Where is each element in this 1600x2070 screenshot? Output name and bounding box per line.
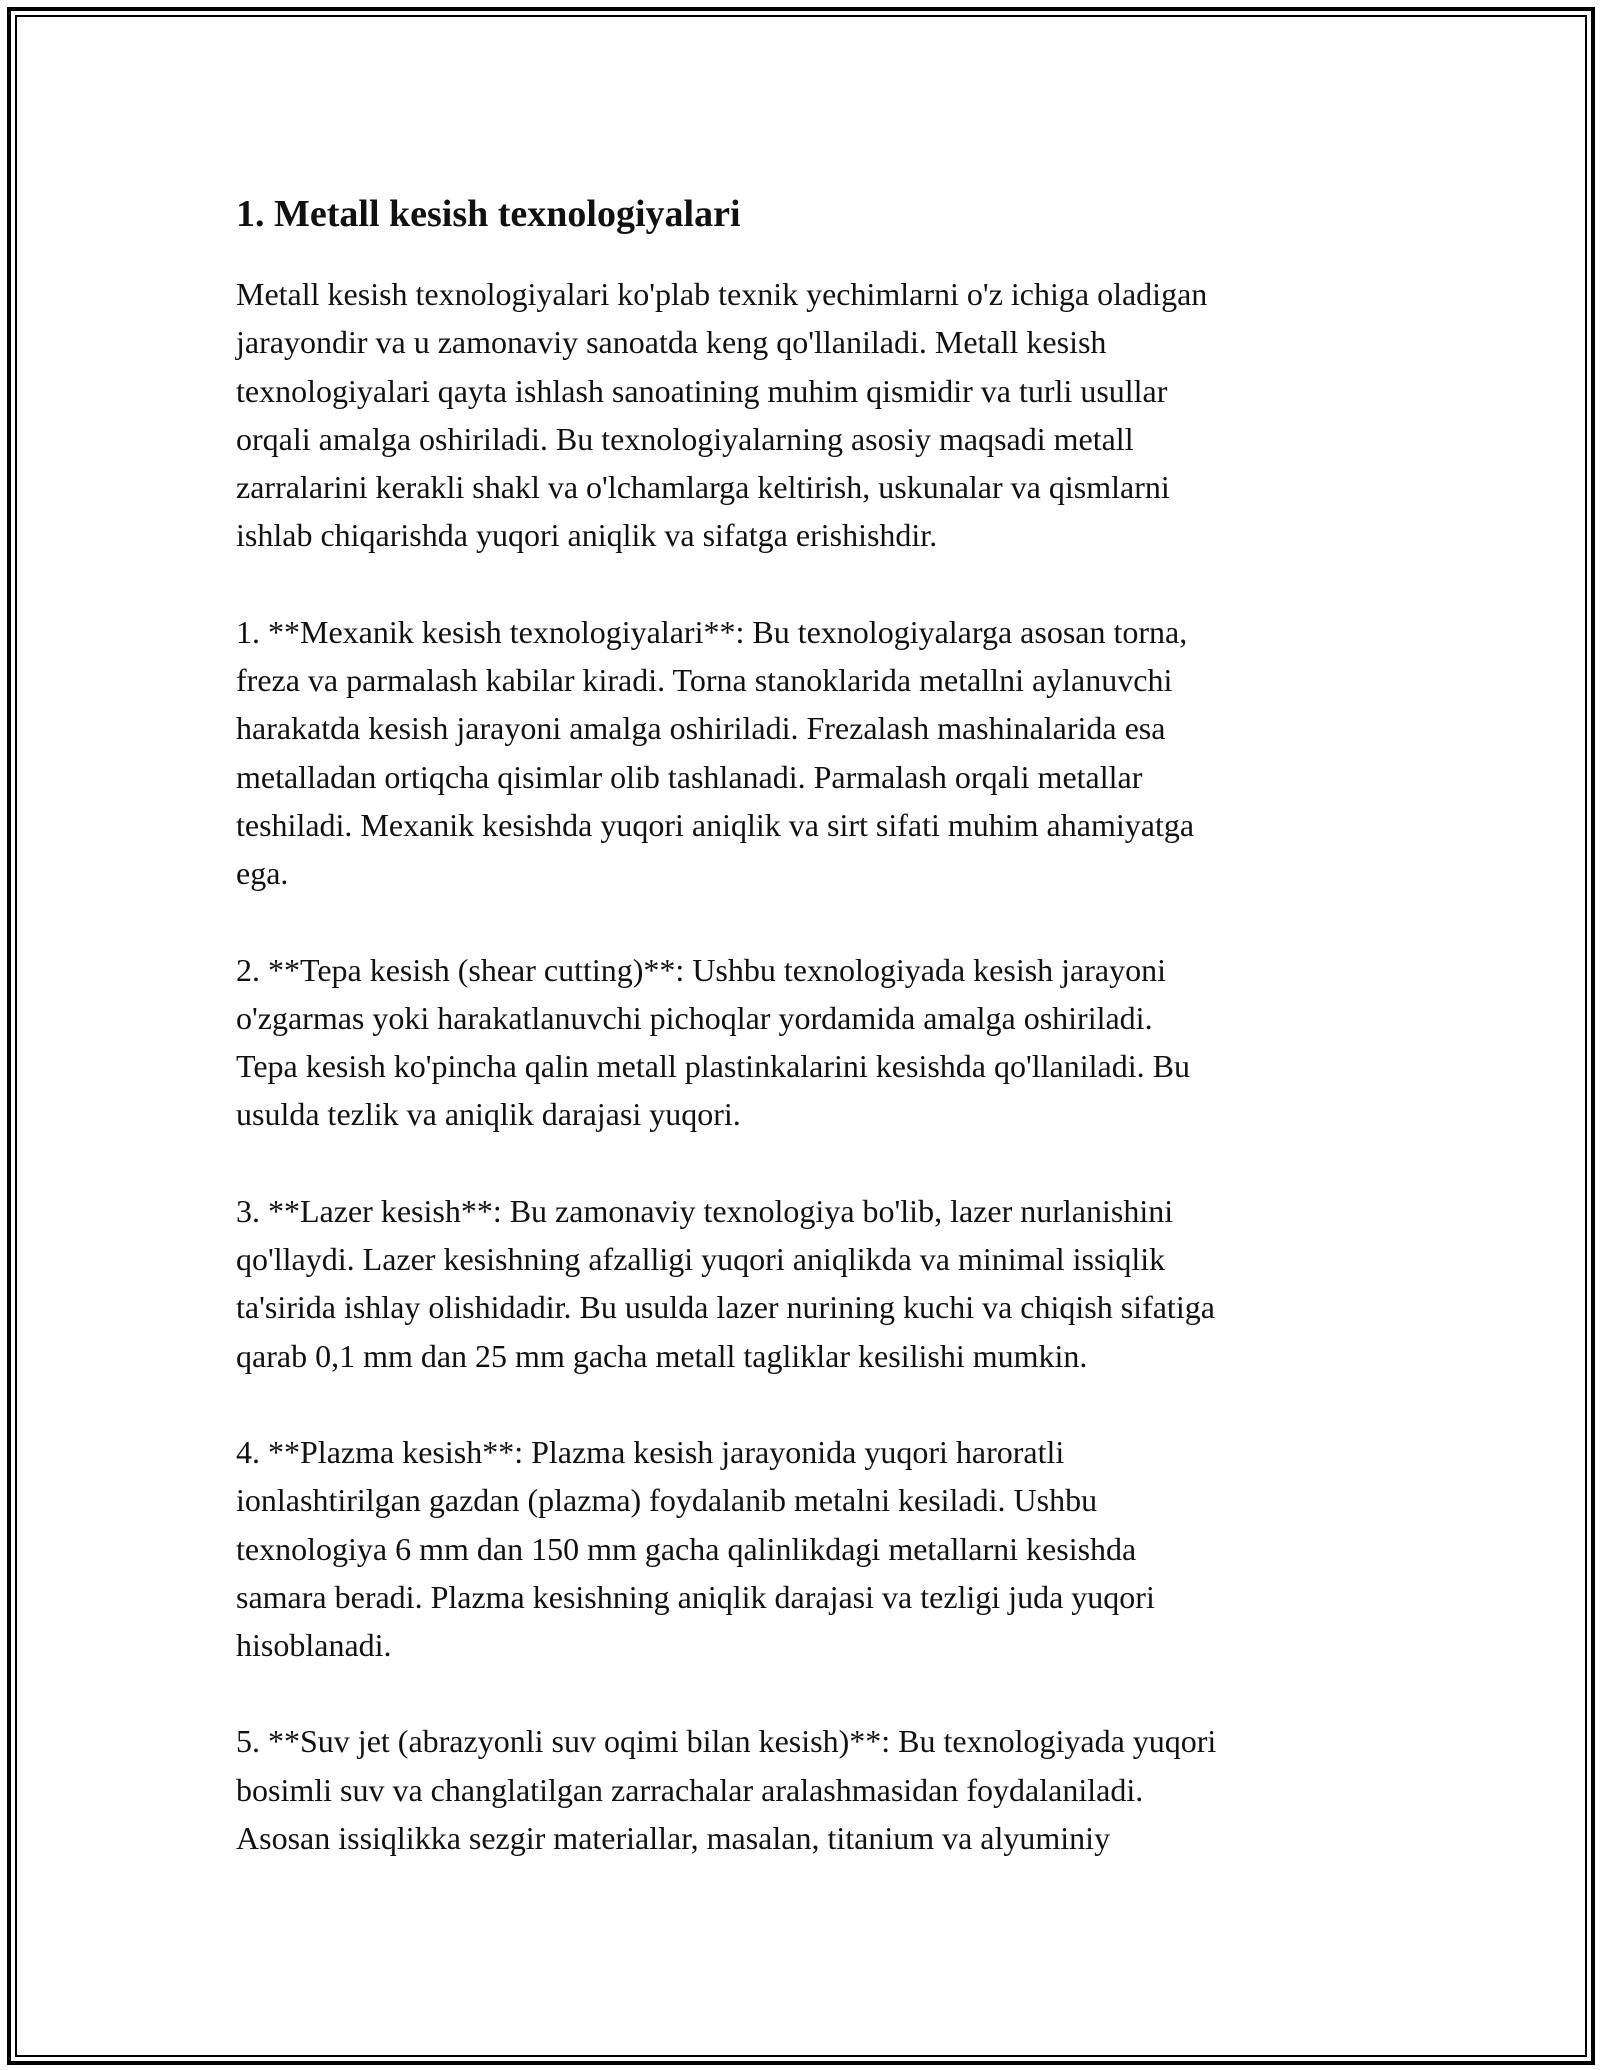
document-title: 1. Metall kesish texnologiyalari	[236, 193, 741, 235]
paragraph-laser-cutting: 3. **Lazer kesish**: Bu zamonaviy texnologiya bo'lib, lazer nurlanishini qo'llaydi. Lazer kesishning afzalligi yuqori aniqlikda va minimal issiqlik ta'sirida ishlay olishidadir. Bu usulda lazer nurining kuchi va chiqish sifatiga qarab 0,1 mm dan 25 mm gacha metall tagliklar kesilishi mumkin.	[236, 1192, 1215, 1374]
paragraph-shear-cutting: 2. **Tepa kesish (shear cutting)**: Ushbu texnologiyada kesish jarayoni o'zgarmas yoki harakatlanuvchi pichoqlar yordamida amalga oshiriladi. Tepa kesish ko'pincha qalin metall plastinkalarini kesishda qo'llaniladi. Bu usulda tezlik va aniqlik darajasi yuqori.	[236, 951, 1190, 1133]
paragraph-mechanical-cutting: 1. **Mexanik kesish texnologiyalari**: Bu texnologiyalarga asosan torna, freza va parmalash kabilar kiradi. Torna stanoklarida metallni aylanuvchi harakatda kesish jarayoni amalga oshiriladi. Frezalash mashinalarida esa metalladan ortiqcha qisimlar olib tashlanadi. Parmalash orqali metallar teshiladi. Mexanik kesishda yuqori aniqlik va sirt sifati muhim ahamiyatga ega.	[236, 613, 1195, 892]
paragraph-intro: Metall kesish texnologiyalari ko'plab texnik yechimlarni o'z ichiga oladigan jarayondir va u zamonaviy sanoatda keng qo'llaniladi. Metall kesish texnologiyalari qayta ishlash sanoatining muhim qismidir va turli usullar orqali amalga oshiriladi. Bu texnologiyalarning asosiy maqsadi metall zarralarini kerakli shakl va o'lchamlarga keltirish, uskunalar va qismlarni ishlab chiqarishda yuqori aniqlik va sifatga erishishdir.	[236, 276, 1208, 554]
paragraph-plasma-cutting: 4. **Plazma kesish**: Plazma kesish jarayonida yuqori haroratli ionlashtirilgan gazdan (plazma) foydalanib metalni kesiladi. Ushbu texnologiya 6 mm dan 150 mm gacha qalinlikdagi metallarni kesishda samara beradi. Plazma kesishning aniqlik darajasi va tezligi juda yuqori hisoblanadi.	[236, 1433, 1155, 1664]
document-body	[236, 188, 1376, 1910]
paragraph-water-jet-cutting: 5. **Suv jet (abrazyonli suv oqimi bilan kesish)**: Bu texnologiyada yuqori bosimli suv va changlatilgan zarrachalar aralashmasidan foydalaniladi. Asosan issiqlikka sezgir materiallar, masalan, titanium va alyuminiy	[236, 1723, 1217, 1857]
